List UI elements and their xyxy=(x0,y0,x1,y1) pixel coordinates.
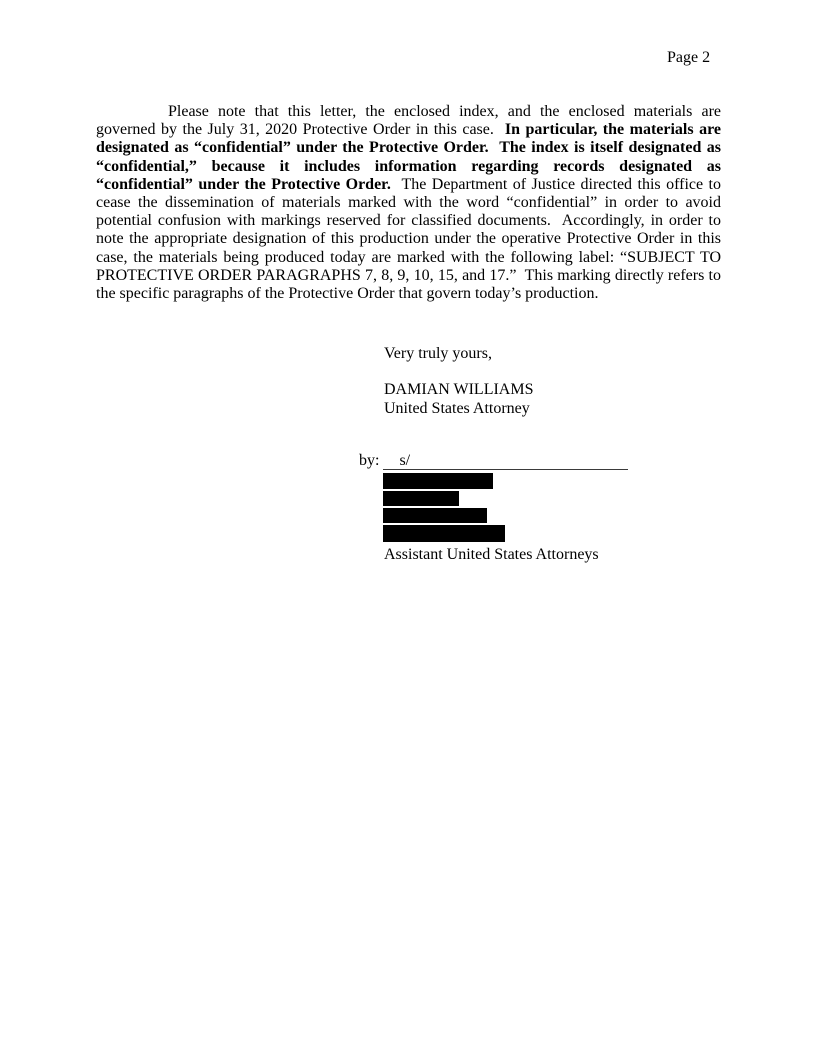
by-label: by: xyxy=(359,452,380,469)
signature-s-mark: s/ xyxy=(399,452,411,469)
assistant-attorneys-title: Assistant United States Attorneys xyxy=(384,546,599,563)
body-paragraph xyxy=(96,103,726,303)
redaction-block xyxy=(383,473,505,544)
signer-title: United States Attorney xyxy=(384,400,530,417)
redaction-bar xyxy=(383,491,459,506)
page-number: Page 2 xyxy=(667,49,711,66)
paragraph-text-end: The Department of Justice directed this office to cease the dissemination of materials marked with the word “confidential” in order to avoid potential confusion with markings reserved for classified documents. Accordingly, in order to note the appropriate designation of this production under the operative Protective Order in this case, the materials being produced today are marked with the following label: “SUBJECT TO PROTECTIVE ORDER PARAGRAPHS 7, 8, 9, 10, 15, and 17.” This marking directly refers to the specific paragraphs of the Protective Order that govern today’s production. xyxy=(96,175,726,303)
paragraph-text-bold: In particular, the materials are designated as “confidential” under the Protective Order. The index is itself designated as “confidential,” because it includes information regarding records designated as “confidential” under the Protective Order. xyxy=(96,121,725,193)
signature-line xyxy=(383,452,628,470)
redaction-bar xyxy=(383,525,505,542)
closing-salutation: Very truly yours, xyxy=(384,345,492,362)
redaction-bar xyxy=(383,473,493,489)
paragraph-text-start: Please note that this letter, the enclosed index, and the enclosed materials are governed by the July 31, 2020 Protective Order in this case. xyxy=(96,103,725,139)
signature-by-line xyxy=(359,452,628,470)
redaction-bar xyxy=(383,508,487,523)
signer-name: DAMIAN WILLIAMS xyxy=(384,381,534,398)
